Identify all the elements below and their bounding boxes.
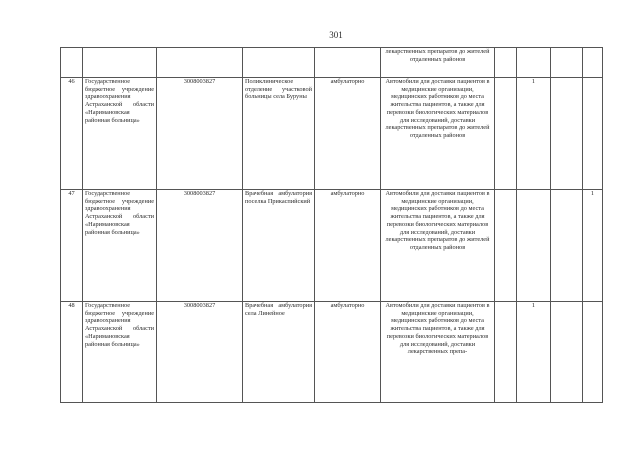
row-number: 47 bbox=[61, 190, 83, 302]
organization-name: Государственное бюджетное учреждение здравоохранения Астраханской области «Наримановская районная больница» bbox=[83, 302, 157, 403]
inn-code: 3008003827 bbox=[157, 302, 243, 403]
quantity-cell bbox=[517, 190, 551, 302]
quantity-cell: 1 bbox=[517, 78, 551, 190]
vehicle-description: Автомобили для доставки пациентов в медицинские организации, медицинских работников до места жительства пациентов, а также для перевозки биологических материалов для исследований, доставки лекарственных препа- bbox=[381, 302, 495, 403]
department-name: Поликлиническое отделение участковой больницы села Буруны bbox=[243, 78, 315, 190]
organization-name: Государственное бюджетное учреждение здравоохранения Астраханской области «Наримановская районная больница» bbox=[83, 78, 157, 190]
quantity-cell bbox=[583, 78, 603, 190]
inn-code: 3008003827 bbox=[157, 78, 243, 190]
department-name: Врачебная амбулатория села Линейное bbox=[243, 302, 315, 403]
quantity-cell: 1 bbox=[517, 302, 551, 403]
vehicle-description: Автомобили для доставки пациентов в медицинские организации, медицинских работников до места жительства пациентов, а также для перевозки биологических материалов для исследований, доставки лекарственных препаратов до жителей отдаленных районов bbox=[381, 190, 495, 302]
quantity-cell bbox=[551, 302, 583, 403]
quantity-cell bbox=[551, 78, 583, 190]
table-row bbox=[61, 190, 603, 302]
quantity-cell bbox=[495, 302, 517, 403]
quantity-cell bbox=[583, 302, 603, 403]
inn-code: 3008003827 bbox=[157, 190, 243, 302]
quantity-cell bbox=[551, 190, 583, 302]
quantity-cell bbox=[495, 190, 517, 302]
table-row bbox=[61, 78, 603, 190]
care-type: амбулаторно bbox=[315, 78, 381, 190]
medical-transport-table bbox=[60, 47, 603, 403]
page-number: 301 bbox=[329, 30, 343, 40]
table-row bbox=[61, 302, 603, 403]
quantity-cell bbox=[495, 78, 517, 190]
department-name: Врачебная амбулатория поселка Прикаспийский bbox=[243, 190, 315, 302]
row-number: 46 bbox=[61, 78, 83, 190]
quantity-cell: 1 bbox=[583, 190, 603, 302]
vehicle-description: Автомобили для доставки пациентов в медицинские организации, медицинских работников до места жительства пациентов, а также для перевозки биологических материалов для исследований, доставки лекарственных препаратов до жителей отдаленных районов bbox=[381, 78, 495, 190]
row-number: 48 bbox=[61, 302, 83, 403]
table-row-continuation bbox=[61, 48, 603, 78]
care-type: амбулаторно bbox=[315, 302, 381, 403]
care-type: амбулаторно bbox=[315, 190, 381, 302]
organization-name: Государственное бюджетное учреждение здравоохранения Астраханской области «Наримановская районная больница» bbox=[83, 190, 157, 302]
continuation-description: лекарственных препаратов до жителей отдаленных районов bbox=[381, 48, 495, 78]
